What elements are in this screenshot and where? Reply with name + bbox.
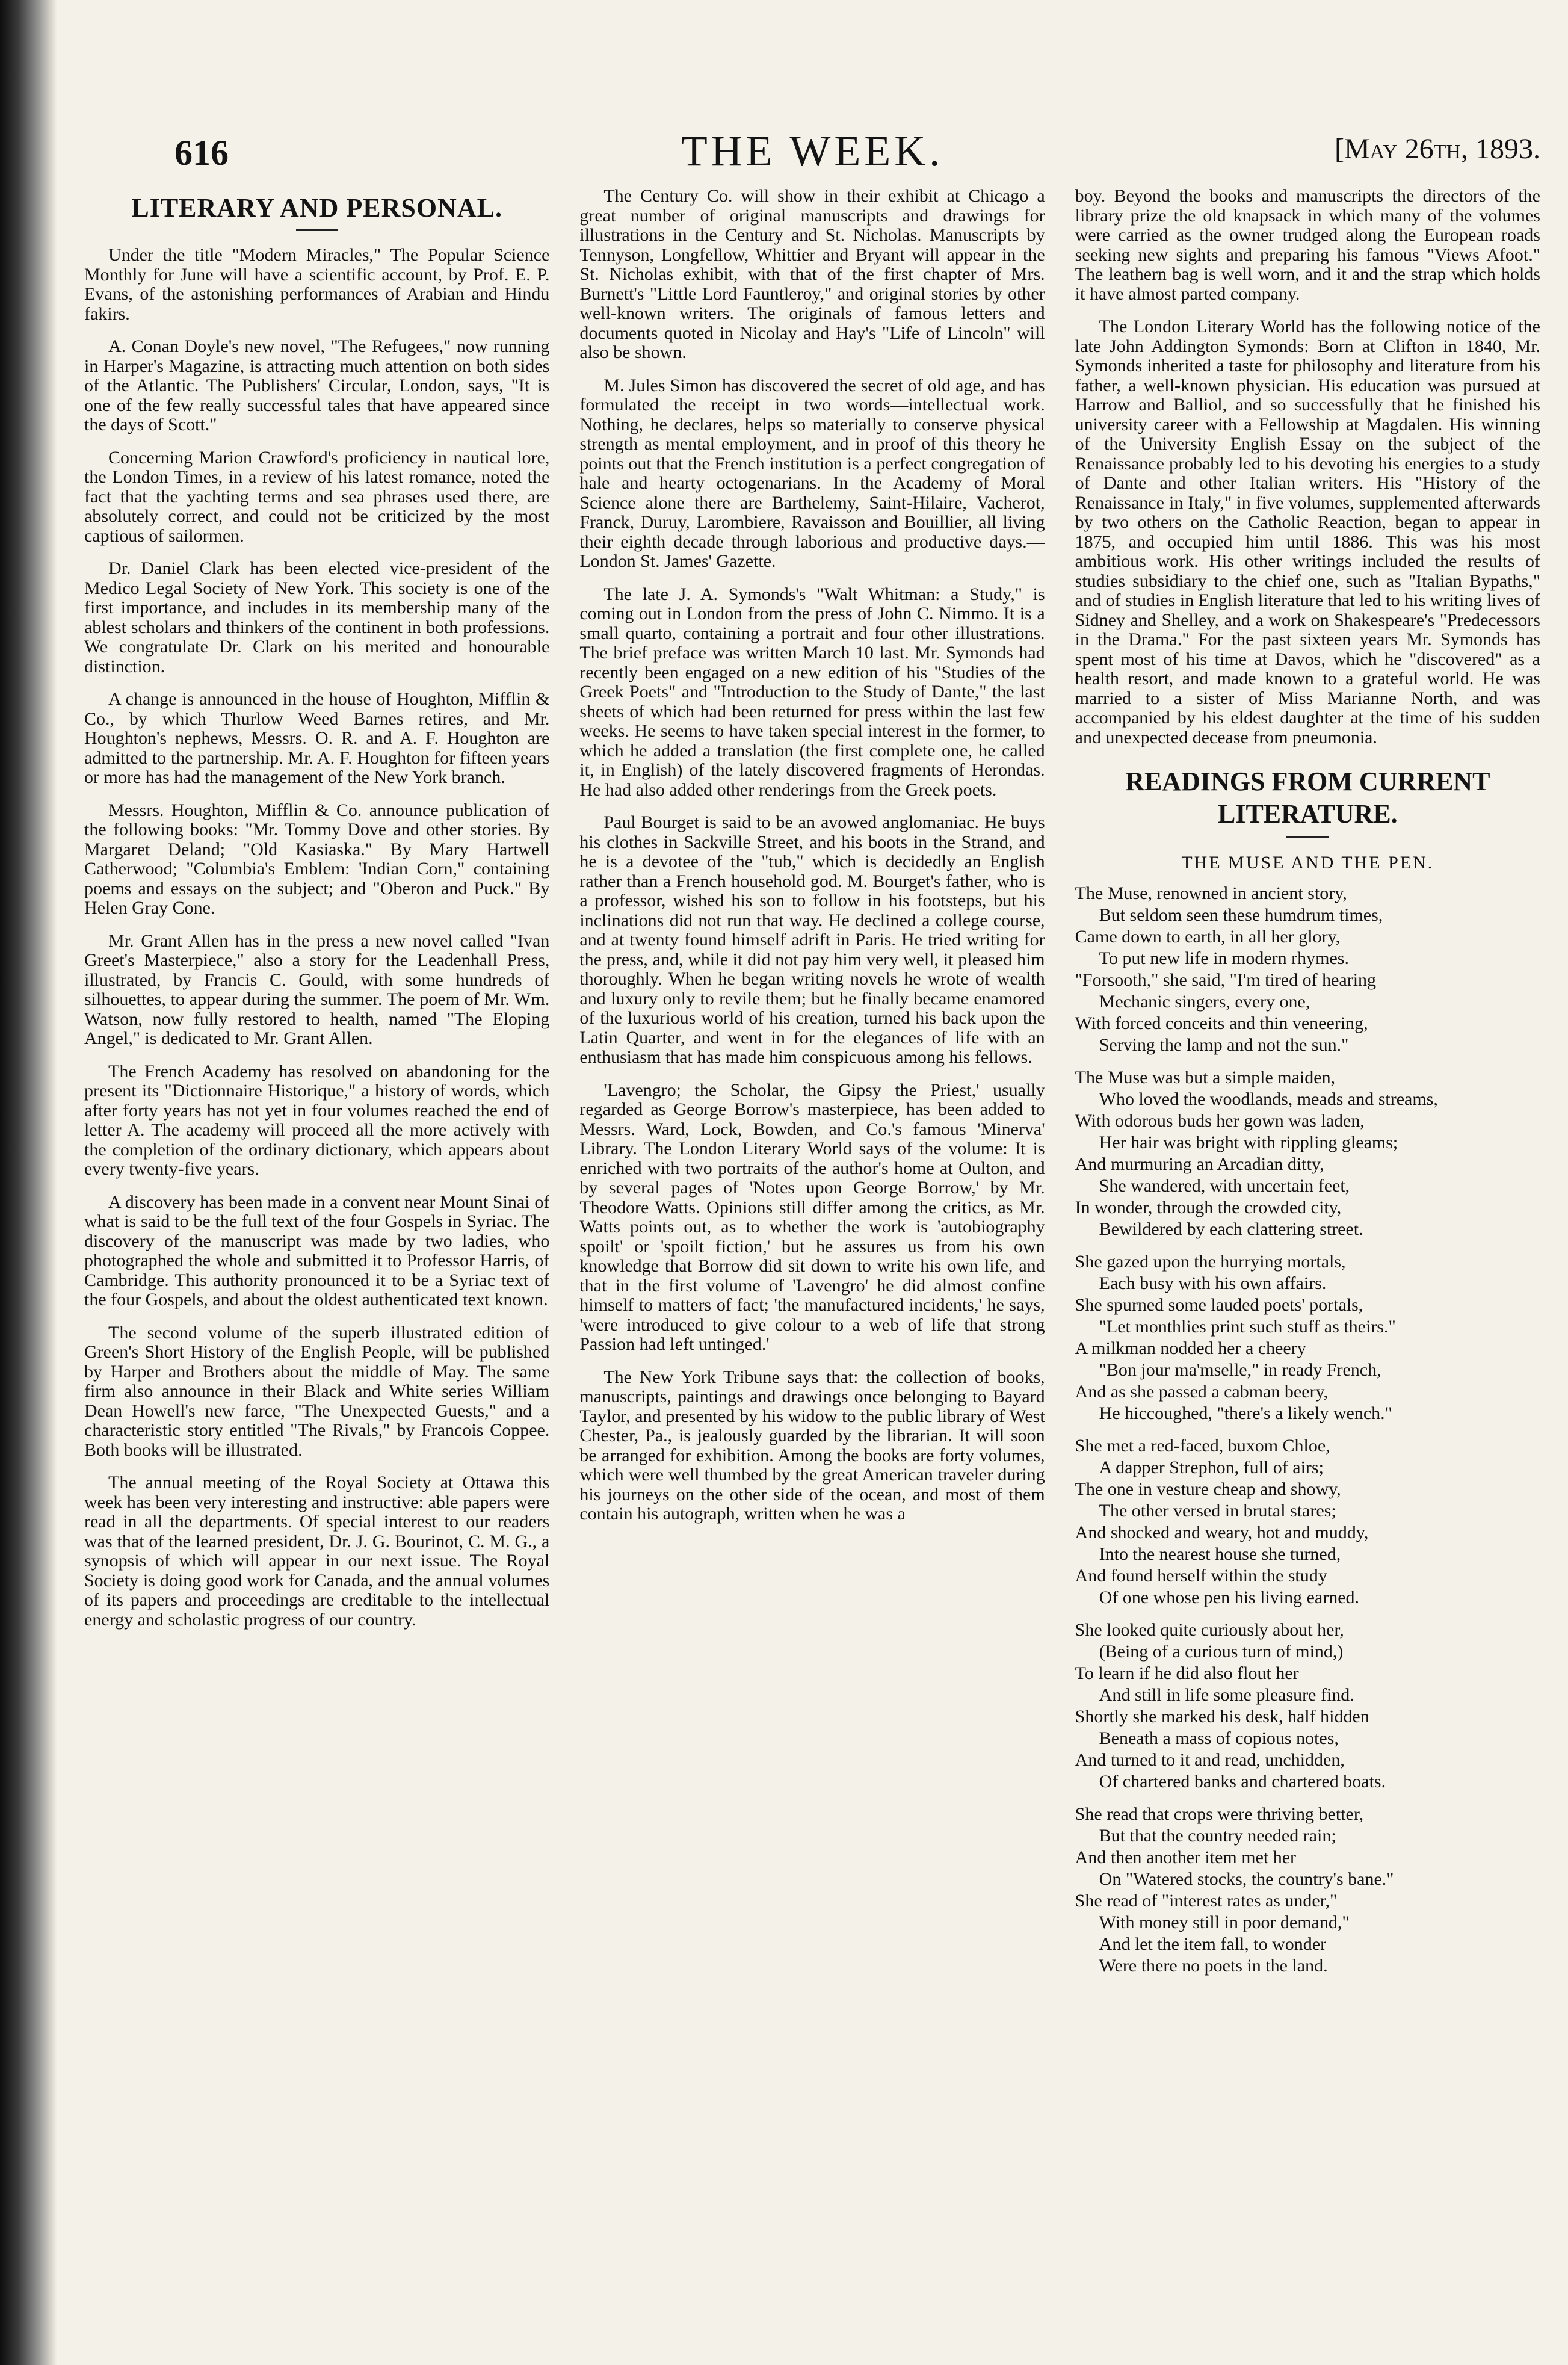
poem-line: And shocked and weary, hot and muddy,	[1075, 1523, 1369, 1542]
poem-line: To learn if he did also flout her	[1075, 1663, 1299, 1683]
article-paragraph: The London Literary World has the following notice of the late John Addington Symonds: Born at Clifton in 1840, Mr. Symonds inherited a taste for philosophy and literature from his father, a well-known physician. His education was pursued at Harrow and Balliol, and so successfully that he finished his university career with a Fellowship at Magdalen. His winning of the University English Essay on the subject of the Renaissance probably led to his devoting his energies to a study of Dante and other Italian writers. His "History of the Renaissance in Italy," in five volumes, supplemented afterwards by two others on the Catholic Reaction, began to appear in 1875, and occupied him until 1886. This was his most ambitious work. His other writings included the results of studies subsidiary to the chief one, such as "Italian Bypaths," and of studies in English literature that led to his writing lives of Sidney and Shelley, and a work on Shakespeare's "Predecessors in the Drama." For the past sixteen years Mr. Symonds has spent most of his time at Davos, which he "discovered" as a health resort, and made known to a grateful world. He was married to a sister of Miss Marianne North, and was accompanied by his eldest daughter at the time of his sudden and unexpected decease from pneumonia.	[1075, 317, 1540, 747]
article-paragraph: The late J. A. Symonds's "Walt Whitman: a Study," is coming out in London from the press of John C. Nimmo. It is a small quarto, containing a portrait and four other illustrations. The brief preface was written March 10 last. Mr. Symonds had recently been engaged on a new edition of his "Studies of the Greek Poets" and "Introduction to the Study of Dante," the last sheets of which had been returned for press within the last few weeks. He seems to have taken special interest in the former, to which he added a translation (the first complete one, he called it, in English) of the lately discovered fragments of Herondas. He had also added other renderings from the Greek poets.	[579, 584, 1045, 800]
article-paragraph: The New York Tribune says that: the collection of books, manuscripts, paintings and drawings once belonging to Bayard Taylor, and presented by his widow to the public library of West Chester, Pa., is jealously guarded by the librarian. It will soon be arranged for exhibition. Among the books are forty volumes, which were well thumbed by the great American traveler during his journeys on the other side of the ocean, and most of them contain his autograph, written when he was a	[579, 1367, 1045, 1524]
columns	[84, 187, 1540, 2335]
poem-line: Shortly she marked his desk, half hidden	[1075, 1707, 1369, 1727]
poem-line: Were there no poets in the land.	[1099, 1956, 1328, 1976]
poem-stanza	[1075, 1804, 1540, 1977]
page-number: 616	[174, 133, 229, 173]
section-title-readings: READINGS FROM CURRENT LITERATURE.	[1125, 767, 1490, 829]
article-paragraph: M. Jules Simon has discovered the secret of old age, and has formulated the receipt in two words—intellectual work. Nothing, he declares, helps so materially to conserve physical strength as mental employment, and in proof of this theory he points out that the French institution is a perfect congregation of hale and hearty octogenarians. In the Academy of Moral Science alone there are Barthelemy, Saint-Hilaire, Vacherot, Franck, Duruy, Larombiere, Ravaisson and Bouillier, all living their eighth decade through laborious and productive days.—London St. James' Gazette.	[579, 375, 1045, 571]
article-paragraph: A change is announced in the house of Houghton, Mifflin & Co., by which Thurlow Weed Barnes retires, and Mr. Houghton's nephews, Messrs. O. R. and A. F. Houghton are admitted to the partnership. Mr. A. F. Houghton for fifteen years or more has had the management of the New York branch.	[84, 689, 550, 787]
poem-line: Came down to earth, in all her glory,	[1075, 927, 1341, 947]
article-paragraph: Messrs. Houghton, Mifflin & Co. announce publication of the following books: "Mr. Tommy Dove and other stories. By Margaret Deland; "Old Kasiaska." By Mary Hartwell Catherwood; "Columbia's Emblem: 'Indian Corn," containing poems and essays on the subject; and "Oberon and Puck." By Helen Gray Cone.	[84, 800, 550, 918]
title-rule	[1286, 836, 1329, 838]
article-paragraph: Concerning Marion Crawford's proficiency in nautical lore, the London Times, in a review of his latest romance, noted the fact that the yachting terms and sea phrases used there, are absolutely correct, and could not be criticized by the most captious of sailormen.	[84, 447, 550, 546]
running-head: THE WEEK.	[681, 127, 944, 175]
poem-line: Bewildered by each clattering street.	[1099, 1219, 1363, 1239]
poem-line: The Muse was but a simple maiden,	[1075, 1068, 1336, 1087]
poem-stanza	[1075, 1619, 1540, 1793]
article-paragraph: The second volume of the superb illustrated edition of Green's Short History of the English People, will be published by Harper and Brothers about the middle of May. The same firm also announce in their Black and White series William Dean Howell's new farce, "The Unexpected Guests," and a characteristic story entitled "The Rivals," by Francois Coppee. Both books will be illustrated.	[84, 1322, 550, 1460]
issue-date: [May 26th, 1893.	[1335, 133, 1540, 165]
poem-line: Of chartered banks and chartered boats.	[1099, 1772, 1386, 1792]
poem-line: With odorous buds her gown was laden,	[1075, 1111, 1365, 1131]
article-paragraph: Under the title "Modern Miracles," The Popular Science Monthly for June will have a scientific account, by Prof. E. P. Evans, of the astonishing performances of Arabian and Hindu fakirs.	[84, 245, 550, 324]
column-1	[84, 187, 549, 2335]
poem-stanza	[1075, 1435, 1540, 1609]
article-paragraph: A. Conan Doyle's new novel, "The Refugees," now running in Harper's Magazine, is attracting much attention on both sides of the Atlantic. The Publishers' Circular, London, says, "It is one of the few really successful tales that have appeared since the days of Scott."	[84, 336, 550, 434]
article-paragraph: boy. Beyond the books and manuscripts the directors of the library prize the old knapsack in which many of the volumes were carried as the owner trudged along the European roads seeking new sights and preparing his famous "Views Afoot." The leathern bag is well worn, and it and the strap which holds it have almost parted company.	[1075, 187, 1540, 304]
poem-line: And still in life some pleasure find.	[1099, 1685, 1354, 1705]
poem-line: Each busy with his own affairs.	[1099, 1273, 1327, 1293]
poem-line: A milkman nodded her a cheery	[1075, 1338, 1306, 1358]
column-1-articles	[84, 246, 549, 1630]
poem-line: Serving the lamp and not the sun."	[1099, 1035, 1349, 1055]
poem-line: The other versed in brutal stares;	[1099, 1501, 1336, 1521]
article-paragraph: Mr. Grant Allen has in the press a new novel called "Ivan Greet's Masterpiece," also a story for the Leadenhall Press, illustrated, by Francis C. Gould, with some hundreds of silhouettes, to appear during the summer. The poem of Mr. Wm. Watson, now fully restored to health, named "The Eloping Angel," is dedicated to Mr. Grant Allen.	[84, 930, 550, 1048]
column-3-articles	[1075, 187, 1540, 747]
article-paragraph: The Century Co. will show in their exhibit at Chicago a great number of original manuscripts and drawings for illustrations in the Century and St. Nicholas. Manuscripts by Tennyson, Longfellow, Whittier and Bryant will appear in the St. Nicholas exhibit, with that of the first chapter of Mrs. Burnett's "Little Lord Fauntleroy," and original stories by other well-known writers. The originals of famous letters and documents quoted in Nicolay and Hay's "Life of Lincoln" will also be shown.	[579, 187, 1045, 362]
article-paragraph: 'Lavengro; the Scholar, the Gipsy the Priest,' usually regarded as George Borrow's masterpiece, has been added to Messrs. Ward, Lock, Bowden, and Co.'s famous 'Minerva' Library. The London Literary World says of the volume: It is enriched with two portraits of the author's home at Oulton, and by several pages of 'Notes upon George Borrow,' by Mr. Theodore Watts. Opinions still differ among the critics, as Mr. Watts points out, as to whether the work is 'autobiography spoilt' or 'spoilt fiction,' but he assures us from his own knowledge that Borrow did sit down to write his own life, and that in the first volume of 'Lavengro' he did almost confine himself to matters of fact; 'the manufactured incidents,' he says, 'were introduced to give colour to a web of life that strong Passion had left untinged.'	[579, 1080, 1045, 1354]
poem-line: She wandered, with uncertain feet,	[1099, 1176, 1350, 1196]
poem-line: And as she passed a cabman beery,	[1075, 1382, 1329, 1402]
article-paragraph: Paul Bourget is said to be an avowed anglomaniac. He buys his clothes in Sackville Street, and his boots in the Strand, and he is a devotee of the "tub," which is decidedly an English rather than a French household god. M. Bourget's father, who is a professor, wished his son to follow in his footsteps, but his inclinations did not run that way. He declined a college course, and at twenty found himself adrift in Paris. He tried writing for the press, and, while it did not pay him very well, it pleased him thoroughly. When he began writing novels he wrote of wealth and luxury only to revile them; but he finally became enamored of the luxurious world of his creation, turned his back upon the Latin Quarter, and went in for the elegances of life with an enthusiasm that has made him conspicuous among his fellows.	[579, 812, 1045, 1067]
poem-line: He hiccoughed, "there's a likely wench."	[1099, 1403, 1392, 1423]
title-rule	[296, 229, 338, 231]
poem-line: She gazed upon the hurrying mortals,	[1075, 1252, 1346, 1272]
poem-line: (Being of a curious turn of mind,)	[1099, 1642, 1344, 1662]
poem-line: Into the nearest house she turned,	[1099, 1544, 1341, 1564]
poem-line: She looked quite curiously about her,	[1075, 1620, 1344, 1640]
page-header	[84, 108, 1540, 175]
poem-line: And murmuring an Arcadian ditty,	[1075, 1154, 1324, 1174]
poem-line: A dapper Strephon, full of airs;	[1099, 1458, 1324, 1477]
poem-line: In wonder, through the crowded city,	[1075, 1198, 1342, 1217]
poem-line: The Muse, renowned in ancient story,	[1075, 883, 1347, 903]
poem-stanza	[1075, 1067, 1540, 1240]
poem-stanza	[1075, 883, 1540, 1056]
poem-line: On "Watered stocks, the country's bane."	[1099, 1869, 1394, 1889]
column-2	[579, 187, 1045, 2335]
poem-line: "Bon jour ma'mselle," in ready French,	[1099, 1360, 1381, 1380]
poem-line: She spurned some lauded poets' portals,	[1075, 1295, 1363, 1315]
book-binding-gutter	[0, 0, 57, 2365]
poem-line: She met a red-faced, buxom Chloe,	[1075, 1436, 1330, 1456]
poem-line: She read of "interest rates as under,"	[1075, 1891, 1338, 1911]
article-paragraph: The French Academy has resolved on abandoning for the present its "Dictionnaire Historique," a history of words, which after forty years has not yet in four volumes reached the end of letter A. The academy will proceed all the more actively with the completion of the ordinary dictionary, which appears about every twenty-five years.	[84, 1061, 550, 1179]
article-paragraph: The annual meeting of the Royal Society at Ottawa this week has been very interesting and instructive: able papers were read in all the departments. Of special interest to our readers was that of the learned president, Dr. J. G. Bourinot, C. M. G., a synopsis of which will appear in our next issue. The Royal Society is doing good work for Canada, and the annual volumes of its papers and proceedings are creditable to the intellectual energy and scholastic progress of our country.	[84, 1473, 550, 1630]
poem-line: "Let monthlies print such stuff as theirs."	[1099, 1317, 1396, 1337]
poem-line: Mechanic singers, every one,	[1099, 992, 1310, 1012]
poem-line: Her hair was bright with rippling gleams;	[1099, 1133, 1398, 1152]
poem-line: With money still in poor demand,"	[1099, 1912, 1350, 1932]
poem-line: But seldom seen these humdrum times,	[1099, 905, 1383, 925]
poem-line: But that the country needed rain;	[1099, 1826, 1336, 1846]
poem-title: THE MUSE AND THE PEN.	[1181, 853, 1434, 873]
poem-line: "Forsooth," she said, "I'm tired of hearing	[1075, 970, 1377, 990]
column-3	[1075, 187, 1540, 2335]
poem-line: She read that crops were thriving better,	[1075, 1804, 1364, 1824]
poem-line: And turned to it and read, unchidden,	[1075, 1750, 1345, 1770]
article-paragraph: Dr. Daniel Clark has been elected vice-president of the Medico Legal Society of New York. This society is one of the first importance, and includes in its membership many of the ablest scholars and thinkers of the continent in both professions. We congratulate Dr. Clark on his merited and honourable distinction.	[84, 558, 550, 676]
poem-line: The one in vesture cheap and showy,	[1075, 1479, 1341, 1499]
poem-stanza	[1075, 1251, 1540, 1424]
poem-line: With forced conceits and thin veneering,	[1075, 1013, 1368, 1033]
poem-line: Beneath a mass of copious notes,	[1099, 1728, 1339, 1748]
column-2-articles	[579, 187, 1045, 1524]
article-paragraph: A discovery has been made in a convent near Mount Sinai of what is said to be the full text of the four Gospels in Syriac. The discovery of the manuscript was made by two ladies, who photographed the whole and submitted it to Professor Harris, of Cambridge. This authority pronounced it to be a Syriac text of the four Gospels, and about the oldest authenticated text known.	[84, 1192, 550, 1309]
poem-line: And found herself within the study	[1075, 1566, 1327, 1586]
poem-line: And let the item fall, to wonder	[1099, 1934, 1327, 1954]
poem	[1075, 883, 1540, 1977]
newspaper-page	[84, 108, 1540, 2335]
poem-line: Who loved the woodlands, meads and streams,	[1099, 1089, 1438, 1109]
section-title-literary-personal: LITERARY AND PERSONAL.	[131, 193, 502, 223]
poem-line: And then another item met her	[1075, 1847, 1297, 1867]
poem-line: To put new life in modern rhymes.	[1099, 948, 1349, 968]
poem-line: Of one whose pen his living earned.	[1099, 1587, 1360, 1607]
